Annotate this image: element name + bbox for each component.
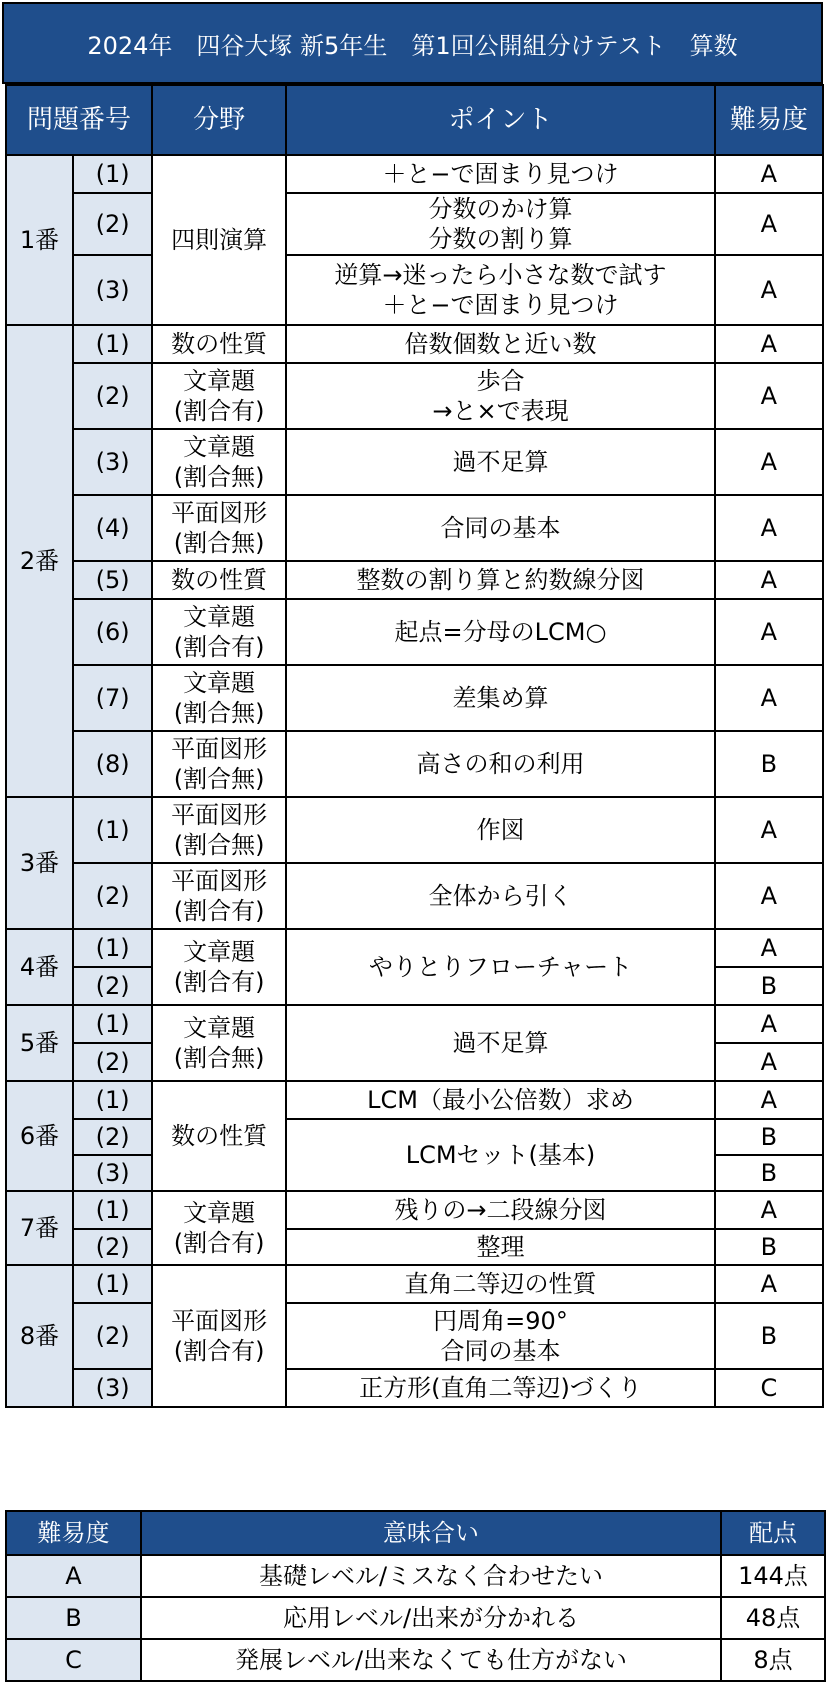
level-cell: A	[715, 429, 823, 495]
sub-number: (2)	[73, 1119, 152, 1155]
sub-number: (1)	[73, 155, 152, 193]
question-label: 7番	[6, 1191, 73, 1265]
legend-meaning: 応用レベル/出来が分かれる	[141, 1597, 721, 1639]
legend-row	[6, 1555, 825, 1597]
level-cell: B	[715, 731, 823, 797]
level-cell: A	[715, 155, 823, 193]
level-cell: B	[715, 1229, 823, 1265]
table-row	[6, 1303, 823, 1369]
legend-row	[6, 1597, 825, 1639]
level-cell: A	[715, 929, 823, 967]
table-row	[6, 1081, 823, 1119]
legend-score: 144点	[721, 1555, 825, 1597]
point-cell: 合同の基本	[286, 495, 715, 561]
level-cell: A	[715, 1043, 823, 1081]
level-cell: B	[715, 1303, 823, 1369]
sub-number: (1)	[73, 1005, 152, 1043]
category-cell: 平面図形 (割合無)	[152, 731, 286, 797]
category-cell: 文章題 (割合無)	[152, 429, 286, 495]
table-row	[6, 495, 823, 561]
question-label: 1番	[6, 155, 73, 325]
level-cell: A	[715, 495, 823, 561]
header-difficulty: 難易度	[715, 85, 823, 155]
sub-number: (2)	[73, 1303, 152, 1369]
category-cell: 平面図形 (割合無)	[152, 797, 286, 863]
category-cell: 平面図形 (割合有)	[152, 863, 286, 929]
legend-score: 48点	[721, 1597, 825, 1639]
header-category: 分野	[152, 85, 286, 155]
category-cell: 文章題 (割合有)	[152, 929, 286, 1005]
table-row	[6, 1369, 823, 1407]
legend-header-difficulty: 難易度	[6, 1511, 141, 1555]
category-cell: 平面図形 (割合有)	[152, 1265, 286, 1407]
sub-number: (1)	[73, 325, 152, 363]
level-cell: A	[715, 193, 823, 255]
legend-level: A	[6, 1555, 141, 1597]
sub-number: (2)	[73, 363, 152, 429]
point-cell: 倍数個数と近い数	[286, 325, 715, 363]
legend-meaning: 基礎レベル/ミスなく合わせたい	[141, 1555, 721, 1597]
page-title: 2024年 四谷大塚 新5年生 第1回公開組分けテスト 算数	[2, 2, 823, 84]
level-cell: B	[715, 1155, 823, 1191]
sub-number: (6)	[73, 599, 152, 665]
table-row	[6, 561, 823, 599]
table-row	[6, 155, 823, 193]
legend-meaning: 発展レベル/出来なくても仕方がない	[141, 1639, 721, 1681]
legend-level: C	[6, 1639, 141, 1681]
level-cell: A	[715, 599, 823, 665]
point-cell: LCM（最小公倍数）求め	[286, 1081, 715, 1119]
level-cell: B	[715, 1119, 823, 1155]
sub-number: (2)	[73, 193, 152, 255]
point-cell: 直角二等辺の性質	[286, 1265, 715, 1303]
table-row	[6, 363, 823, 429]
legend-header-row	[6, 1511, 825, 1555]
level-cell: A	[715, 1265, 823, 1303]
sub-number: (2)	[73, 1043, 152, 1081]
point-cell: 分数のかけ算 分数の割り算	[286, 193, 715, 255]
sub-number: (1)	[73, 797, 152, 863]
analysis-table	[5, 84, 824, 1408]
level-cell: A	[715, 561, 823, 599]
table-row	[6, 1005, 823, 1043]
sub-number: (2)	[73, 1229, 152, 1265]
level-cell: A	[715, 863, 823, 929]
sub-number: (3)	[73, 429, 152, 495]
legend-header-meaning: 意味合い	[141, 1511, 721, 1555]
sub-number: (1)	[73, 1265, 152, 1303]
point-cell: 残りの→二段線分図	[286, 1191, 715, 1229]
point-cell: 全体から引く	[286, 863, 715, 929]
table-row	[6, 193, 823, 255]
point-cell: 過不足算	[286, 1005, 715, 1081]
table-row	[6, 255, 823, 325]
point-cell: 整理	[286, 1229, 715, 1265]
legend-level: B	[6, 1597, 141, 1639]
sub-number: (1)	[73, 1191, 152, 1229]
header-point: ポイント	[286, 85, 715, 155]
table-row	[6, 665, 823, 731]
category-cell: 文章題 (割合有)	[152, 1191, 286, 1265]
point-cell: 差集め算	[286, 665, 715, 731]
table-row	[6, 731, 823, 797]
table-row	[6, 1191, 823, 1229]
question-label: 2番	[6, 325, 73, 797]
table-row	[6, 1119, 823, 1155]
category-cell: 平面図形 (割合無)	[152, 495, 286, 561]
sub-number: (3)	[73, 255, 152, 325]
point-cell: 作図	[286, 797, 715, 863]
question-label: 6番	[6, 1081, 73, 1191]
level-cell: A	[715, 665, 823, 731]
table-row	[6, 1265, 823, 1303]
table-row	[6, 863, 823, 929]
category-cell: 文章題 (割合無)	[152, 665, 286, 731]
point-cell: 起点=分母のLCM○	[286, 599, 715, 665]
question-label: 8番	[6, 1265, 73, 1407]
category-cell: 四則演算	[152, 155, 286, 325]
category-cell: 文章題 (割合無)	[152, 1005, 286, 1081]
category-cell: 文章題 (割合有)	[152, 599, 286, 665]
point-cell: 円周角=90° 合同の基本	[286, 1303, 715, 1369]
point-cell: 歩合 →と×で表現	[286, 363, 715, 429]
category-cell: 数の性質	[152, 1081, 286, 1191]
table-row	[6, 429, 823, 495]
question-label: 5番	[6, 1005, 73, 1081]
level-cell: A	[715, 363, 823, 429]
table-row	[6, 929, 823, 967]
legend-header-score: 配点	[721, 1511, 825, 1555]
level-cell: A	[715, 1005, 823, 1043]
sub-number: (4)	[73, 495, 152, 561]
sub-number: (3)	[73, 1369, 152, 1407]
sub-number: (8)	[73, 731, 152, 797]
sub-number: (3)	[73, 1155, 152, 1191]
level-cell: A	[715, 1191, 823, 1229]
point-cell: 正方形(直角二等辺)づくり	[286, 1369, 715, 1407]
header-question: 問題番号	[6, 85, 152, 155]
level-cell: A	[715, 325, 823, 363]
legend-row	[6, 1639, 825, 1681]
level-cell: B	[715, 967, 823, 1005]
category-cell: 数の性質	[152, 325, 286, 363]
table-row	[6, 797, 823, 863]
sub-number: (1)	[73, 1081, 152, 1119]
question-label: 4番	[6, 929, 73, 1005]
point-cell: やりとりフローチャート	[286, 929, 715, 1005]
sub-number: (2)	[73, 863, 152, 929]
level-cell: A	[715, 255, 823, 325]
level-cell: C	[715, 1369, 823, 1407]
category-cell: 文章題 (割合有)	[152, 363, 286, 429]
table-row	[6, 1229, 823, 1265]
legend-score: 8点	[721, 1639, 825, 1681]
point-cell: 過不足算	[286, 429, 715, 495]
point-cell: ＋と−で固まり見つけ	[286, 155, 715, 193]
table-row	[6, 599, 823, 665]
category-cell: 数の性質	[152, 561, 286, 599]
sub-number: (7)	[73, 665, 152, 731]
point-cell: LCMセット(基本)	[286, 1119, 715, 1191]
question-label: 3番	[6, 797, 73, 929]
table-row	[6, 325, 823, 363]
point-cell: 整数の割り算と約数線分図	[286, 561, 715, 599]
header-row	[6, 85, 823, 155]
level-cell: A	[715, 797, 823, 863]
level-cell: A	[715, 1081, 823, 1119]
point-cell: 高さの和の利用	[286, 731, 715, 797]
sub-number: (2)	[73, 967, 152, 1005]
sub-number: (5)	[73, 561, 152, 599]
point-cell: 逆算→迷ったら小さな数で試す ＋と−で固まり見つけ	[286, 255, 715, 325]
difficulty-legend-table	[5, 1510, 826, 1682]
sub-number: (1)	[73, 929, 152, 967]
